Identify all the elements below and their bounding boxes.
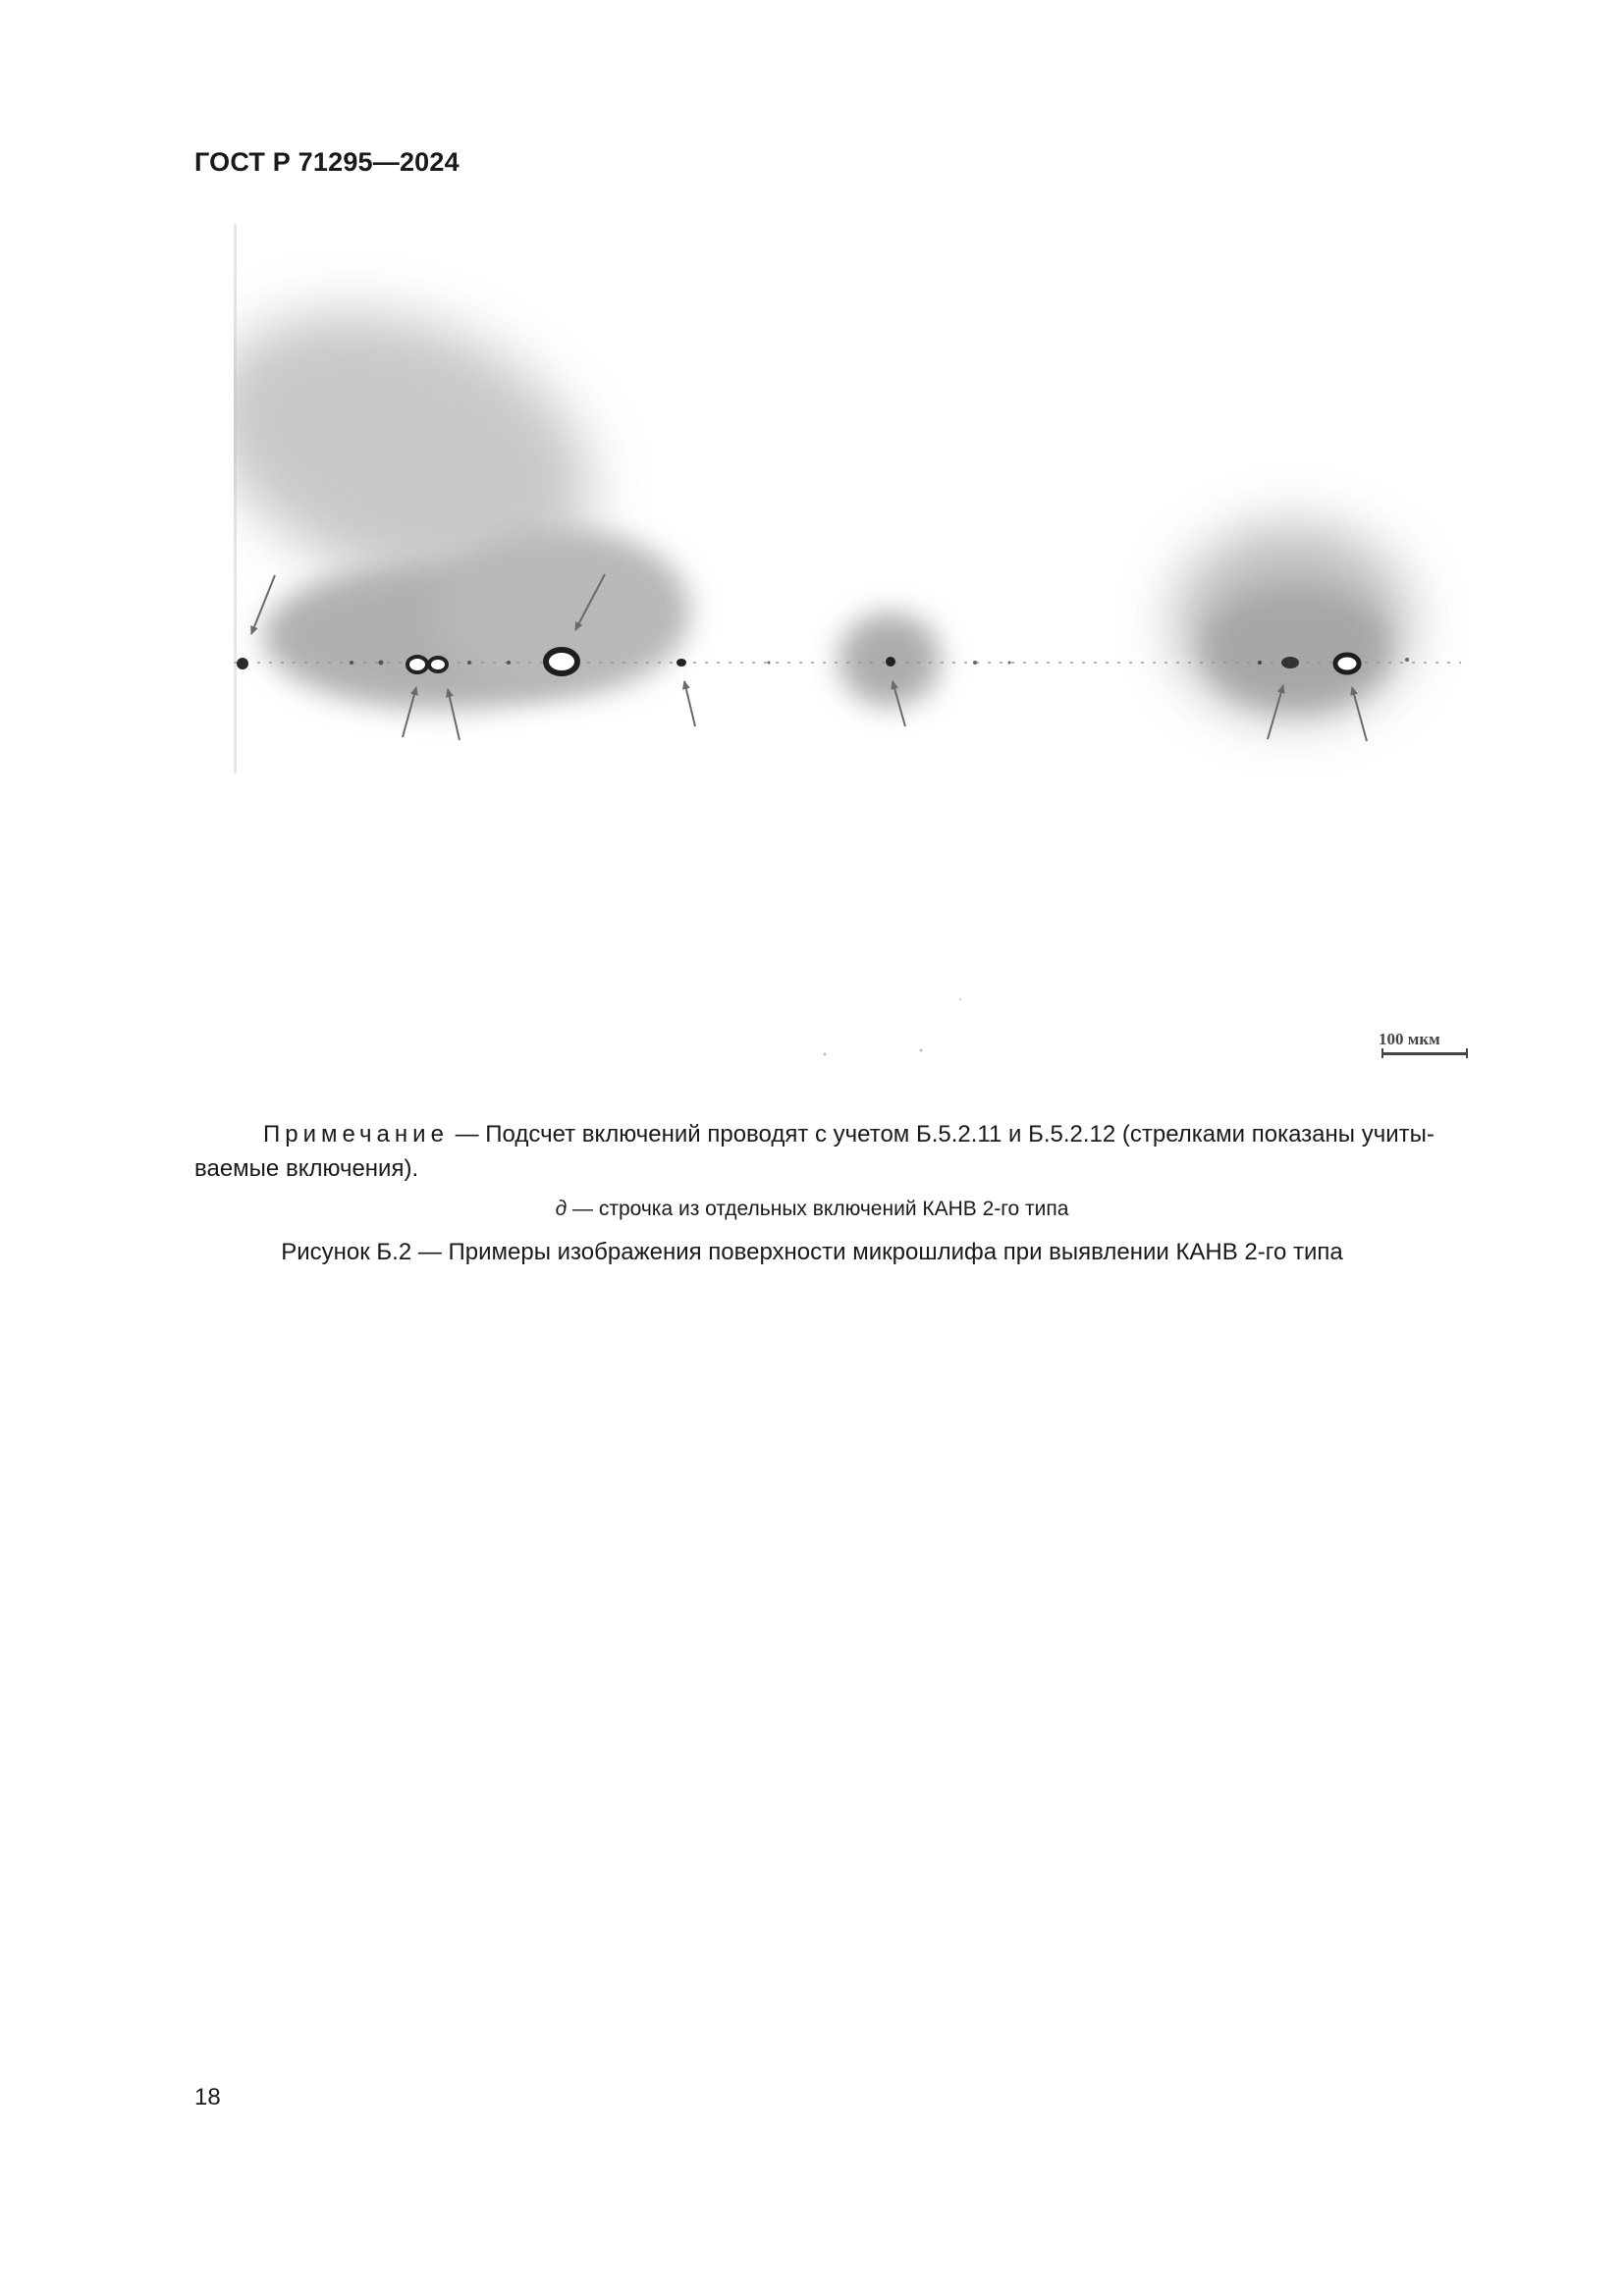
document-code-header: ГОСТ Р 71295—2024	[194, 147, 460, 177]
inclusion-large	[546, 650, 577, 673]
micrograph-image	[234, 224, 1471, 1078]
inclusion-right-a	[1281, 657, 1299, 668]
figure-caption: Рисунок Б.2 — Примеры изображения поверхности микрошлифа при выявлении КАНВ 2-го типа	[281, 1239, 1343, 1265]
arrow-5	[684, 681, 695, 726]
scale-bar-label: 100 мкм	[1379, 1030, 1440, 1048]
subcaption-text: — строчка из отдельных включений КАНВ 2-го типа	[567, 1198, 1069, 1220]
figure-subcaption	[0, 1198, 1624, 1221]
inclusion-edge-left	[237, 658, 248, 669]
scale-bar	[1381, 1052, 1468, 1055]
note-text-2: ваемые включения).	[194, 1155, 419, 1182]
inclusion-pair-a	[407, 657, 427, 672]
micrograph-figure	[234, 224, 1471, 1078]
figure-note	[194, 1117, 1522, 1186]
inclusion-right-b	[1335, 655, 1359, 672]
inclusion-pair-b	[429, 658, 447, 671]
note-text-1: — Подсчет включений проводят с учетом Б.5.2.11 и Б.5.2.12 (стрелками показаны учиты-	[448, 1121, 1435, 1148]
photo-left-edge	[234, 224, 237, 774]
background-specks	[824, 998, 962, 1056]
inclusion-small-1	[677, 659, 686, 667]
etch-halos	[234, 262, 1410, 718]
page-number: 18	[194, 2084, 221, 2110]
inclusion-small-2	[886, 657, 895, 667]
note-line-1	[194, 1117, 1522, 1151]
subcaption-letter: д	[555, 1198, 568, 1220]
halo-right-inner	[1203, 587, 1389, 709]
note-label: Примечание	[263, 1121, 449, 1148]
